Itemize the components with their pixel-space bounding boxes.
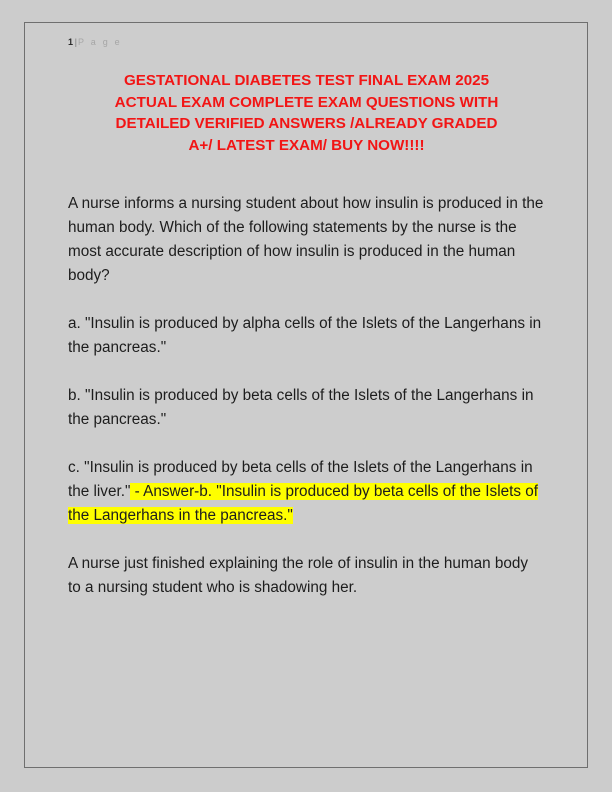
page-number: 1 <box>68 37 74 47</box>
document-title <box>68 70 545 156</box>
page-label: P a g e <box>78 37 122 47</box>
question-2-stem: A nurse just finished explaining the role of insulin in the human body to a nursing student who is shadowing her. <box>68 555 529 596</box>
question-1-option-c-text: c. "Insulin is produced by beta cells of the Islets of the Langerhans in the liver." <box>68 459 533 500</box>
title-line-4: A+/ LATEST EXAM/ BUY NOW!!!! <box>188 136 425 154</box>
page-content-area <box>68 33 545 600</box>
exam-body <box>68 192 545 600</box>
question-1-option-c-with-answer <box>68 456 545 528</box>
question-1-option-a: a. "Insulin is produced by alpha cells of the Islets of the Langerhans in the pancreas." <box>68 315 542 356</box>
title-line-3: DETAILED VERIFIED ANSWERS /ALREADY GRADED <box>115 115 498 132</box>
document-page <box>24 22 588 768</box>
answer-highlight: - Answer-b. "Insulin is produced by beta cells of the Islets of the Langerhans in the pancreas." <box>68 483 539 524</box>
page-separator: | <box>74 37 78 47</box>
question-1-stem: A nurse informs a nursing student about how insulin is produced in the human body. Which of the following statements by the nurse is the most accurate description of how insulin is produced in the human body? <box>68 195 544 284</box>
title-line-1: GESTATIONAL DIABETES TEST FINAL EXAM 2025 <box>123 72 490 89</box>
title-line-2: ACTUAL EXAM COMPLETE EXAM QUESTIONS WITH <box>114 93 499 111</box>
running-header <box>68 33 545 49</box>
question-1-option-b: b. "Insulin is produced by beta cells of the Islets of the Langerhans in the pancreas." <box>68 387 534 428</box>
